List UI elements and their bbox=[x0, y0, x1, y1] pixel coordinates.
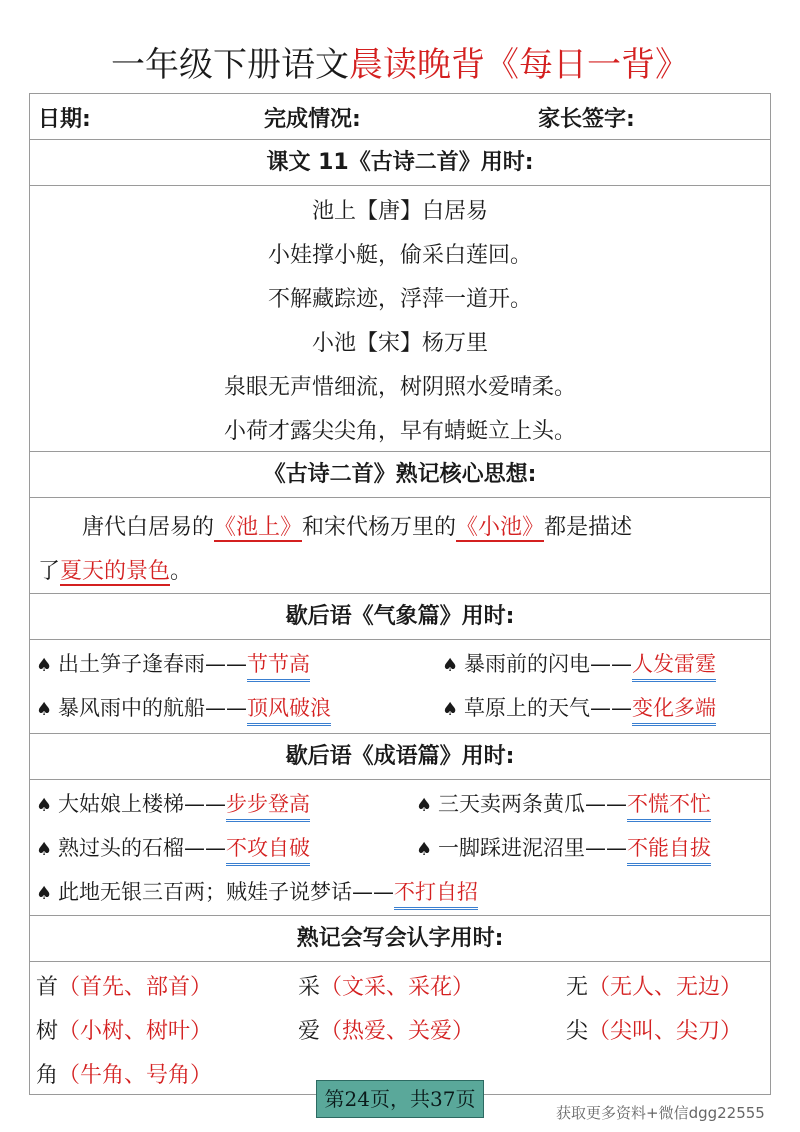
poem-line: 小池【宋】杨万里 bbox=[311, 331, 488, 356]
answer-underline: 《池上》 bbox=[214, 515, 303, 540]
answer: 不慌不忙 bbox=[627, 789, 711, 822]
spade-icon: ♠ bbox=[416, 839, 433, 860]
poem-line: 池上【唐】白居易 bbox=[311, 199, 488, 224]
answer-underline: 夏天的景色 bbox=[60, 559, 171, 584]
answer: 不打自招 bbox=[394, 877, 478, 910]
answer: 不能自拔 bbox=[627, 833, 711, 866]
title-black: 一年级下册语文 bbox=[111, 45, 349, 85]
spade-icon: ♠ bbox=[36, 655, 53, 676]
spade-icon: ♠ bbox=[36, 699, 53, 720]
list-item: ♠ 暴雨前的闪电——人发雷霆 bbox=[442, 642, 716, 688]
list-item: ♠ 一脚踩进泥沼里——不能自拔 bbox=[416, 826, 711, 872]
answer: 变化多端 bbox=[632, 693, 716, 726]
char-item: 首（首先、部首） bbox=[36, 975, 213, 1000]
list-item: ♠ 此地无银三百两；贼娃子说梦话——不打自招 bbox=[36, 870, 478, 916]
answer: 不攻自破 bbox=[226, 833, 310, 866]
list-item: ♠ 三天卖两条黄瓜——不慌不忙 bbox=[416, 782, 711, 828]
poems-block bbox=[30, 186, 770, 452]
list-item: ♠ 大姑娘上楼梯——步步登高 bbox=[36, 782, 310, 828]
section3-title: 歇后语《气象篇》用时: bbox=[30, 594, 770, 640]
char-item: 尖（尖叫、尖刀） bbox=[566, 1019, 743, 1044]
answer: 人发雷霆 bbox=[632, 649, 716, 682]
spade-icon: ♠ bbox=[36, 883, 53, 904]
section2-title: 《古诗二首》熟记核心思想: bbox=[30, 452, 770, 498]
spade-icon: ♠ bbox=[442, 655, 459, 676]
section1-title: 课文 11《古诗二首》用时: bbox=[30, 140, 770, 186]
summary-text: 。 bbox=[170, 559, 193, 584]
date-label: 日期: bbox=[38, 107, 91, 132]
poem-line: 不解藏踪迹，浮萍一道开。 bbox=[267, 287, 532, 312]
char-item: 角（牛角、号角） bbox=[36, 1063, 213, 1088]
list-item: ♠ 熟过头的石榴——不攻自破 bbox=[36, 826, 310, 872]
list-item: ♠ 出土笋子逢春雨——节节高 bbox=[36, 642, 310, 688]
header-row bbox=[30, 94, 770, 140]
poem-line: 小娃撑小艇，偷采白莲回。 bbox=[267, 243, 532, 268]
answer: 节节高 bbox=[247, 649, 310, 682]
worksheet-table bbox=[29, 93, 771, 1095]
list-item: ♠ 草原上的天气——变化多端 bbox=[442, 686, 716, 732]
section5-title: 熟记会写会认字用时: bbox=[30, 916, 770, 962]
char-item: 爱（热爱、关爱） bbox=[298, 1019, 475, 1044]
spade-icon: ♠ bbox=[36, 795, 53, 816]
answer: 顶风破浪 bbox=[247, 693, 331, 726]
list-item: ♠ 暴风雨中的航船——顶风破浪 bbox=[36, 686, 331, 732]
char-item: 树（小树、树叶） bbox=[36, 1019, 213, 1044]
spade-icon: ♠ bbox=[36, 839, 53, 860]
status-label: 完成情况: bbox=[264, 107, 361, 132]
signature-label: 家长签字: bbox=[538, 107, 635, 132]
summary-text: 和宋代杨万里的 bbox=[302, 515, 457, 540]
answer: 步步登高 bbox=[226, 789, 310, 822]
weather-xiehouyu bbox=[30, 640, 770, 734]
title-red: 晨读晚背《每日一背》 bbox=[349, 45, 689, 85]
summary-text: 了 bbox=[38, 559, 61, 584]
answer-underline: 《小池》 bbox=[456, 515, 545, 540]
summary-text: 唐代白居易的 bbox=[82, 515, 215, 540]
summary-paragraph bbox=[30, 498, 770, 594]
idiom-xiehouyu bbox=[30, 780, 770, 916]
page-title bbox=[0, 40, 800, 90]
watermark-text: 获取更多资料+微信dgg22555 bbox=[556, 1104, 765, 1122]
poem-line: 小荷才露尖尖角，早有蜻蜓立上头。 bbox=[223, 419, 576, 444]
char-item: 无（无人、无边） bbox=[566, 975, 743, 1000]
poem-line: 泉眼无声惜细流，树阴照水爱晴柔。 bbox=[223, 375, 576, 400]
characters-block bbox=[30, 962, 770, 1094]
summary-text: 都是描述 bbox=[544, 515, 633, 540]
spade-icon: ♠ bbox=[416, 795, 433, 816]
spade-icon: ♠ bbox=[442, 699, 459, 720]
char-item: 采（文采、采花） bbox=[298, 975, 475, 1000]
page-indicator: 第24页，共37页 bbox=[316, 1080, 484, 1118]
section4-title: 歇后语《成语篇》用时: bbox=[30, 734, 770, 780]
